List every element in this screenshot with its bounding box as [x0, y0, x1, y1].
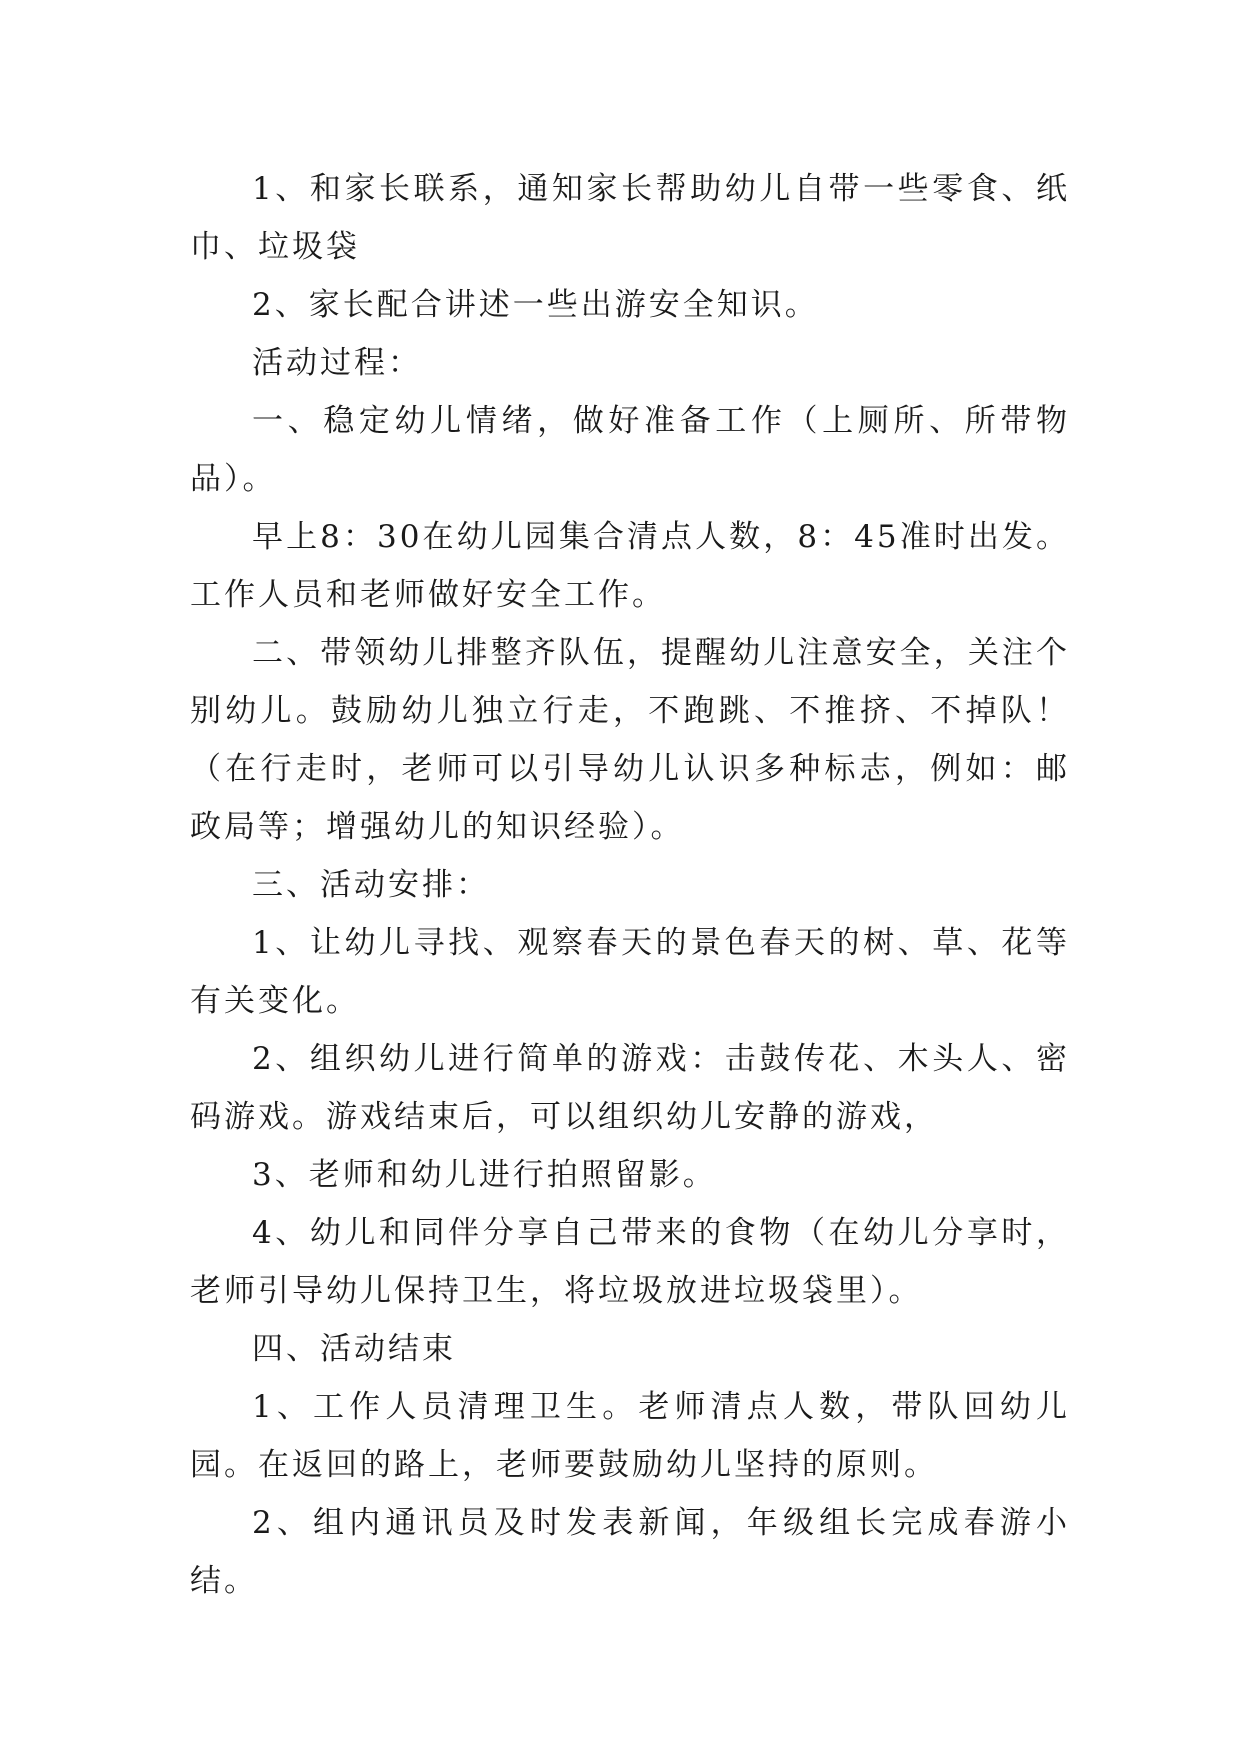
paragraph-step-2: 二、带领幼儿排整齐队伍，提醒幼儿注意安全，关注个别幼儿。鼓励幼儿独立行走，不跑跳、不推挤、不掉队！（在行走时，老师可以引导幼儿认识多种标志，例如：邮政局等；增强幼儿的知识经验）。	[190, 635, 1070, 845]
paragraph-step-1: 一、稳定幼儿情绪，做好准备工作（上厕所、所带物品）。	[190, 403, 1070, 497]
heading-activity-process: 活动过程：	[252, 345, 422, 381]
paragraph-arrangement-2: 2、组织幼儿进行简单的游戏：击鼓传花、木头人、密码游戏。游戏结束后，可以组织幼儿安静的游戏，	[190, 1041, 1070, 1135]
document-body	[190, 160, 1070, 1610]
paragraph-prep-2: 2、家长配合讲述一些出游安全知识。	[252, 287, 819, 323]
paragraph-prep-1: 1、和家长联系，通知家长帮助幼儿自带一些零食、纸巾、垃圾袋	[190, 171, 1070, 265]
paragraph-arrangement-3: 3、老师和幼儿进行拍照留影。	[252, 1157, 717, 1193]
paragraph-arrangement-4: 4、幼儿和同伴分享自己带来的食物（在幼儿分享时，老师引导幼儿保持卫生，将垃圾放进垃圾袋里）。	[190, 1215, 1070, 1309]
paragraph-schedule: 早上8：30在幼儿园集合清点人数，8：45准时出发。工作人员和老师做好安全工作。	[190, 519, 1070, 613]
paragraph-arrangement-1: 1、让幼儿寻找、观察春天的景色春天的树、草、花等有关变化。	[190, 925, 1070, 1019]
heading-activity-end: 四、活动结束	[252, 1331, 456, 1367]
paragraph-end-2: 2、组内通讯员及时发表新闻，年级组长完成春游小结。	[190, 1505, 1070, 1599]
heading-activity-arrangement: 三、活动安排：	[252, 867, 490, 903]
paragraph-end-1: 1、工作人员清理卫生。老师清点人数，带队回幼儿园。在返回的路上，老师要鼓励幼儿坚持的原则。	[190, 1389, 1070, 1483]
